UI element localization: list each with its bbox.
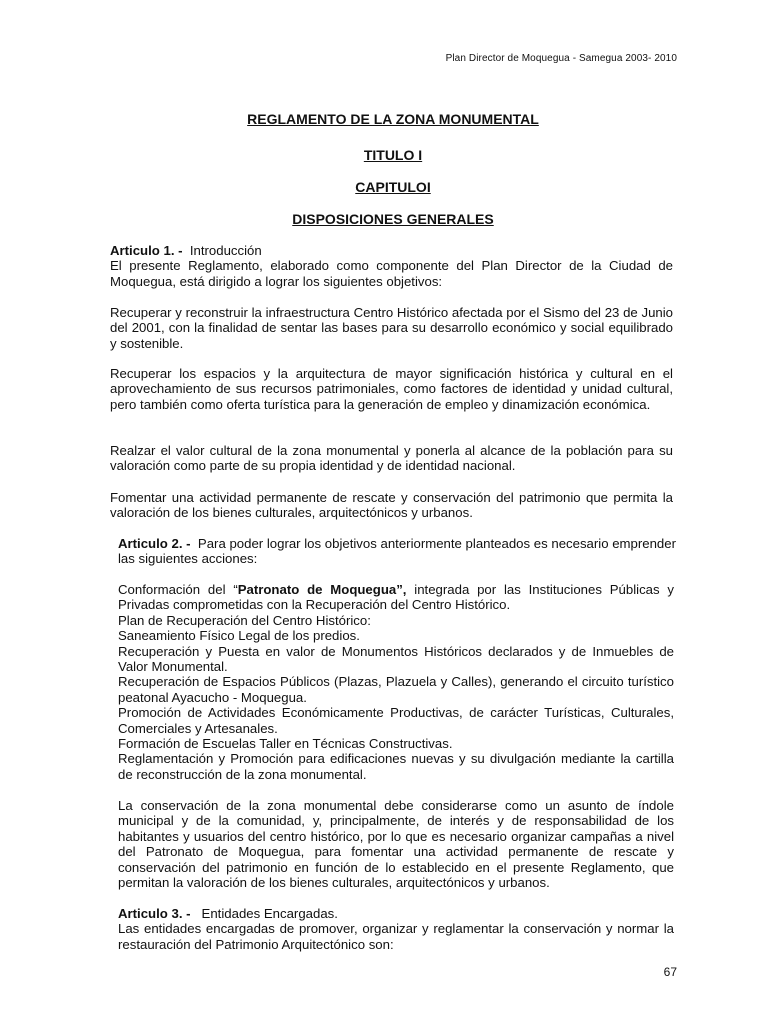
action-item: Recuperación y Puesta en valor de Monumentos Históricos declarados y de Inmuebles de Valor Monumental. <box>118 643 674 675</box>
running-header: Plan Director de Moquegua - Samegua 2003- 2010 <box>445 53 677 64</box>
article-3-heading <box>118 906 674 921</box>
article-2-intro <box>118 536 676 567</box>
article-3-text: Las entidades encargadas de promover, organizar y reglamentar la conservación y normar la restauración del Patrimonio Arquitectónico son: <box>118 921 674 952</box>
article-2-intro-text: Para poder lograr los objetivos anteriormente planteados es necesario emprender las siguientes acciones: <box>118 536 676 567</box>
action-item: Recuperación de Espacios Públicos (Plazas, Plazuela y Calles), generando el circuito turístico peatonal Ayacucho - Moquegua. <box>118 674 674 705</box>
article-1-name: Introducción <box>189 243 262 258</box>
action-item: Saneamiento Físico Legal de los predios. <box>118 628 360 644</box>
regulation-heading: REGLAMENTO DE LA ZONA MONUMENTAL <box>247 111 539 127</box>
action-item: Promoción de Actividades Económicamente Productivas, de carácter Turísticas, Culturales, Comerciales y Artesanales. <box>118 705 674 736</box>
article-2-closing: La conservación de la zona monumental debe considerarse como un asunto de índole municipal y de la comunidad, y, principalmente, de interés y de responsabilidad de los habitantes y usuarios del centro histórico, por lo que es necesario organizar campañas a nivel del Patronato de Moquegua, para fomentar una actividad permanente de rescate y conservación del patrimonio en función de lo establecido en el presente Reglamento, que permitan la valoración de los bienes culturales, arquitectónicos y urbanos. <box>118 798 674 891</box>
objective-paragraph: Recuperar los espacios y la arquitectura de mayor significación histórica y cultural en el aprovechamiento de sus recursos patrimoniales, como factores de identidad y unidad cultural, pero también como oferta turística para la generación de empleo y dinamización económica. <box>110 366 673 412</box>
action-item: Formación de Escuelas Taller en Técnicas Constructivas. <box>118 736 453 752</box>
article-1-label: Articulo 1. - <box>110 243 183 258</box>
article-3 <box>118 906 674 952</box>
action-item: Plan de Recuperación del Centro Histórico: <box>118 612 371 628</box>
objective-paragraph: Recuperar y reconstruir la infraestructura Centro Histórico afectada por el Sismo del 23 de Junio del 2001, con la finalidad de sentar las bases para su desarrollo económico y social equilibrado y sostenible. <box>110 305 673 351</box>
article-2-label: Articulo 2. - <box>118 536 191 551</box>
action-item: Reglamentación y Promoción para edificaciones nuevas y su divulgación mediante la cartilla de reconstrucción de la zona monumental. <box>118 751 674 782</box>
patronato-name: Patronato de Moquegua”, <box>237 582 407 597</box>
article-1 <box>110 243 673 289</box>
article-3-label: Articulo 3. - <box>118 906 191 921</box>
objective-paragraph: Realzar el valor cultural de la zona monumental y ponerla al alcance de la población para su valoración como parte de su propia identidad y de identidad nacional. <box>110 443 673 474</box>
article-3-name: Entidades Encargadas. <box>201 906 338 921</box>
title-heading: TITULO I <box>363 147 423 163</box>
action-item: Conformación del “Patronato de Moquegua”, integrada por las Instituciones Públicas y Privadas comprometidas con la Recuperación del Centro Histórico. <box>118 582 674 613</box>
chapter-heading: CAPITULOI <box>355 179 431 195</box>
objective-paragraph: Fomentar una actividad permanente de rescate y conservación del patrimonio que permita la valoración de los bienes culturales, arquitectónicos y urbanos. <box>110 490 673 521</box>
article-1-heading <box>110 243 673 258</box>
article-1-intro: El presente Reglamento, elaborado como componente del Plan Director de la Ciudad de Moquegua, está dirigido a lograr los siguientes objetivos: <box>110 258 673 289</box>
section-heading: DISPOSICIONES GENERALES <box>292 211 494 227</box>
page-number: 67 <box>663 965 677 979</box>
actions-list <box>118 582 674 782</box>
